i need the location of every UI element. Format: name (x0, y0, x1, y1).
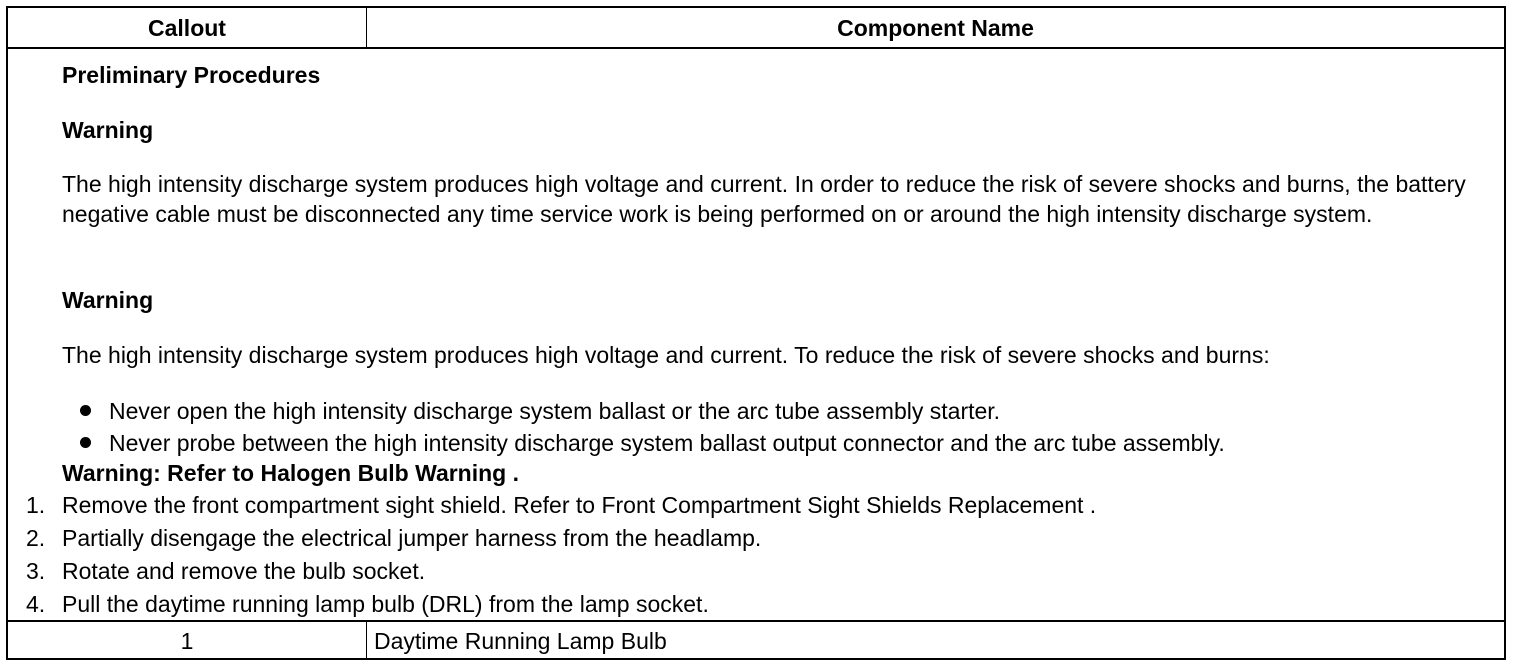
procedure-step (26, 525, 761, 552)
column-divider (366, 622, 367, 660)
bullet-icon (80, 437, 91, 448)
procedure-cell (8, 49, 1504, 622)
list-item (80, 430, 1225, 457)
step-number: 3. (26, 558, 46, 584)
warning-text-2: The high intensity discharge system produces high voltage and current. To reduce the risk of severe shocks and burns: (62, 342, 1270, 368)
component-name-column-header: Component Name (837, 15, 1034, 41)
halogen-bulb-warning: Warning: Refer to Halogen Bulb Warning . (62, 460, 520, 486)
step-number: 4. (26, 591, 46, 617)
list-item (80, 398, 1000, 425)
step-text: Partially disengage the electrical jumper harness from the headlamp. (62, 525, 762, 551)
preliminary-procedures-heading: Preliminary Procedures (62, 62, 321, 88)
component-name-cell: Daytime Running Lamp Bulb (374, 628, 667, 654)
table-header-row (8, 8, 1504, 49)
step-number: 1. (26, 492, 46, 518)
step-text: Remove the front compartment sight shield. Refer to Front Compartment Sight Shields Replacement . (62, 492, 1097, 518)
warning-title-2: Warning (62, 287, 154, 313)
warning-title-1: Warning (62, 117, 154, 143)
bullet-text: Never probe between the high intensity discharge system ballast output connector and the arc tube assembly. (109, 430, 1225, 456)
step-text: Pull the daytime running lamp bulb (DRL) from the lamp socket. (62, 591, 709, 617)
procedure-step (26, 492, 1096, 519)
warning-text-1: The high intensity discharge system produces high voltage and current. In order to reduce the risk of severe shocks and burns, the battery negative cable must be disconnected any time service work is being performed on or around the high intensity discharge system. (62, 171, 1466, 227)
callout-cell: 1 (180, 628, 194, 654)
step-text: Rotate and remove the bulb socket. (62, 558, 426, 584)
procedure-step (26, 591, 709, 618)
callout-column-header: Callout (148, 15, 226, 41)
step-number: 2. (26, 525, 46, 551)
table-row (8, 620, 1504, 660)
bullet-text: Never open the high intensity discharge system ballast or the arc tube assembly starter. (109, 398, 1001, 424)
procedure-step (26, 558, 425, 585)
bullet-icon (80, 405, 91, 416)
component-table (6, 6, 1506, 660)
